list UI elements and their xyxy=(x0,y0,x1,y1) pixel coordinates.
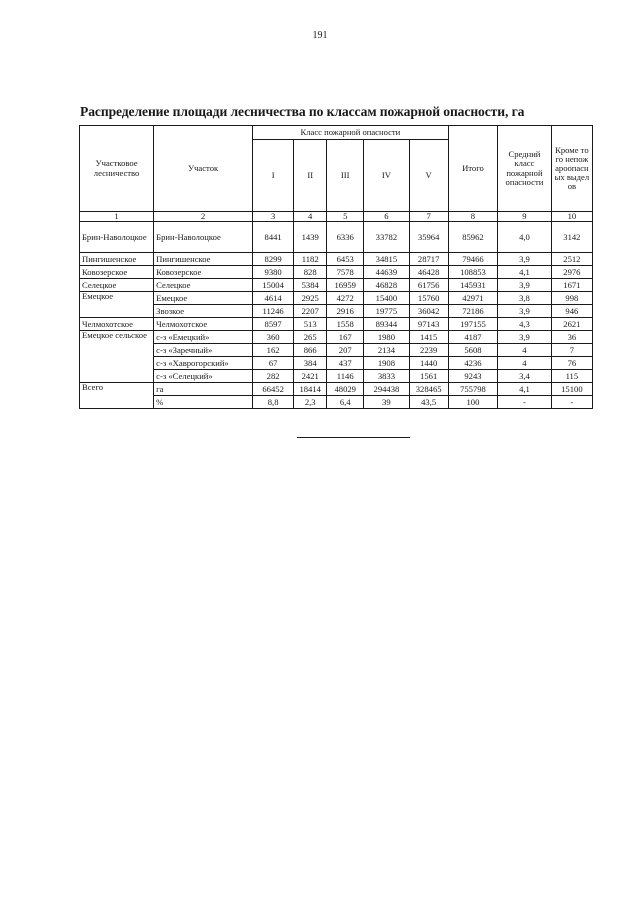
column-number: 2 xyxy=(154,212,253,222)
value-cell: 3,9 xyxy=(498,331,552,344)
value-cell: 265 xyxy=(294,331,327,344)
value-cell: 1908 xyxy=(364,357,409,370)
table-row xyxy=(80,331,593,344)
value-cell: 61756 xyxy=(409,279,448,292)
header-class-1: I xyxy=(253,140,294,212)
value-cell: 76 xyxy=(551,357,592,370)
value-cell: 2207 xyxy=(294,305,327,318)
value-cell: 162 xyxy=(253,344,294,357)
column-number: 10 xyxy=(551,212,592,222)
header-forestry: Участковое лесничество xyxy=(80,126,154,212)
value-cell: 18414 xyxy=(294,383,327,396)
forestry-cell: Всего xyxy=(80,383,154,409)
value-cell: 998 xyxy=(551,292,592,305)
value-cell: 1439 xyxy=(294,222,327,253)
header-class-3: III xyxy=(327,140,364,212)
value-cell: 1980 xyxy=(364,331,409,344)
value-cell: 15004 xyxy=(253,279,294,292)
value-cell: 1440 xyxy=(409,357,448,370)
plot-cell: % xyxy=(154,396,253,409)
plot-cell: с-з «Селецкий» xyxy=(154,370,253,383)
table-row xyxy=(80,279,593,292)
header-class-2: II xyxy=(294,140,327,212)
value-cell: 384 xyxy=(294,357,327,370)
column-number: 4 xyxy=(294,212,327,222)
header-fire-class-group: Класс пожарной опасности xyxy=(253,126,449,140)
value-cell: 4 xyxy=(498,357,552,370)
value-cell: 2239 xyxy=(409,344,448,357)
header-class-5: V xyxy=(409,140,448,212)
value-cell: 6336 xyxy=(327,222,364,253)
value-cell: 43,5 xyxy=(409,396,448,409)
table-row xyxy=(80,266,593,279)
header-total: Итого xyxy=(448,126,497,212)
value-cell: 5608 xyxy=(448,344,497,357)
value-cell: 8299 xyxy=(253,253,294,266)
value-cell: 2621 xyxy=(551,318,592,331)
table-row xyxy=(80,344,593,357)
value-cell: 9380 xyxy=(253,266,294,279)
value-cell: 4,1 xyxy=(498,266,552,279)
value-cell: 7578 xyxy=(327,266,364,279)
value-cell: 4 xyxy=(498,344,552,357)
value-cell: 294438 xyxy=(364,383,409,396)
table-row-percent xyxy=(80,396,593,409)
value-cell: 1182 xyxy=(294,253,327,266)
value-cell: 3,4 xyxy=(498,370,552,383)
value-cell: 513 xyxy=(294,318,327,331)
value-cell: 72186 xyxy=(448,305,497,318)
table-row xyxy=(80,292,593,305)
value-cell: 3,8 xyxy=(498,292,552,305)
value-cell: 46428 xyxy=(409,266,448,279)
value-cell: 8597 xyxy=(253,318,294,331)
value-cell: 42971 xyxy=(448,292,497,305)
value-cell: 3,9 xyxy=(498,253,552,266)
value-cell: 100 xyxy=(448,396,497,409)
header-except: Кроме того непожароопасных выделов xyxy=(551,126,592,212)
value-cell: 3833 xyxy=(364,370,409,383)
forestry-cell: Брин-Наволоцкое xyxy=(80,222,154,253)
value-cell: 4,1 xyxy=(498,383,552,396)
value-cell: 6,4 xyxy=(327,396,364,409)
value-cell: 44639 xyxy=(364,266,409,279)
value-cell: - xyxy=(498,396,552,409)
header-plot: Участок xyxy=(154,126,253,212)
plot-cell: Брин-Наволоцкое xyxy=(154,222,253,253)
value-cell: 282 xyxy=(253,370,294,383)
value-cell: 15100 xyxy=(551,383,592,396)
value-cell: 828 xyxy=(294,266,327,279)
value-cell: 2134 xyxy=(364,344,409,357)
value-cell: 48029 xyxy=(327,383,364,396)
footer-divider xyxy=(297,437,410,438)
plot-cell: с-з «Заречный» xyxy=(154,344,253,357)
plot-cell: Пингишенское xyxy=(154,253,253,266)
column-number: 8 xyxy=(448,212,497,222)
table-row xyxy=(80,318,593,331)
value-cell: 197155 xyxy=(448,318,497,331)
value-cell: 4187 xyxy=(448,331,497,344)
value-cell: 115 xyxy=(551,370,592,383)
value-cell: 66452 xyxy=(253,383,294,396)
value-cell: 4,3 xyxy=(498,318,552,331)
value-cell: 4,0 xyxy=(498,222,552,253)
forestry-cell: Пингишенское xyxy=(80,253,154,266)
fire-danger-table xyxy=(79,125,593,409)
column-number: 3 xyxy=(253,212,294,222)
value-cell: 34815 xyxy=(364,253,409,266)
plot-cell: с-з «Хаврогорский» xyxy=(154,357,253,370)
value-cell: 36 xyxy=(551,331,592,344)
value-cell: 2,3 xyxy=(294,396,327,409)
table-row xyxy=(80,253,593,266)
forestry-cell: Емецкое сельское xyxy=(80,331,154,383)
value-cell: 36042 xyxy=(409,305,448,318)
header-class-4: IV xyxy=(364,140,409,212)
value-cell: 3,9 xyxy=(498,279,552,292)
value-cell: 6453 xyxy=(327,253,364,266)
plot-cell: Звозкое xyxy=(154,305,253,318)
value-cell: 79466 xyxy=(448,253,497,266)
value-cell: 1146 xyxy=(327,370,364,383)
value-cell: 2976 xyxy=(551,266,592,279)
value-cell: 15760 xyxy=(409,292,448,305)
value-cell: 5384 xyxy=(294,279,327,292)
value-cell: 15400 xyxy=(364,292,409,305)
value-cell: 89344 xyxy=(364,318,409,331)
column-number: 6 xyxy=(364,212,409,222)
column-number: 7 xyxy=(409,212,448,222)
table-row xyxy=(80,357,593,370)
plot-cell: га xyxy=(154,383,253,396)
column-number: 1 xyxy=(80,212,154,222)
value-cell: 85962 xyxy=(448,222,497,253)
value-cell: 3,9 xyxy=(498,305,552,318)
value-cell: 167 xyxy=(327,331,364,344)
value-cell: - xyxy=(551,396,592,409)
value-cell: 2512 xyxy=(551,253,592,266)
value-cell: 866 xyxy=(294,344,327,357)
value-cell: 67 xyxy=(253,357,294,370)
forestry-cell: Челмохотское xyxy=(80,318,154,331)
table-title: Распределение площади лесничества по классам пожарной опасности, га xyxy=(80,104,525,119)
value-cell: 2916 xyxy=(327,305,364,318)
table-row xyxy=(80,305,593,318)
plot-cell: с-з «Емецкий» xyxy=(154,331,253,344)
plot-cell: Селецкое xyxy=(154,279,253,292)
plot-cell: Ковозерское xyxy=(154,266,253,279)
value-cell: 360 xyxy=(253,331,294,344)
value-cell: 97143 xyxy=(409,318,448,331)
plot-cell: Емецкое xyxy=(154,292,253,305)
value-cell: 28717 xyxy=(409,253,448,266)
value-cell: 4236 xyxy=(448,357,497,370)
value-cell: 19775 xyxy=(364,305,409,318)
forestry-cell: Селецкое xyxy=(80,279,154,292)
forestry-cell: Емецкое xyxy=(80,292,154,318)
value-cell: 46828 xyxy=(364,279,409,292)
value-cell: 437 xyxy=(327,357,364,370)
value-cell: 145931 xyxy=(448,279,497,292)
value-cell: 328465 xyxy=(409,383,448,396)
header-avg-class: Средний класс пожарной опасности xyxy=(498,126,552,212)
value-cell: 946 xyxy=(551,305,592,318)
value-cell: 16959 xyxy=(327,279,364,292)
value-cell: 207 xyxy=(327,344,364,357)
value-cell: 8,8 xyxy=(253,396,294,409)
value-cell: 8441 xyxy=(253,222,294,253)
value-cell: 1558 xyxy=(327,318,364,331)
column-number: 5 xyxy=(327,212,364,222)
value-cell: 7 xyxy=(551,344,592,357)
table-row xyxy=(80,222,593,253)
value-cell: 3142 xyxy=(551,222,592,253)
value-cell: 35964 xyxy=(409,222,448,253)
value-cell: 755798 xyxy=(448,383,497,396)
value-cell: 2925 xyxy=(294,292,327,305)
value-cell: 4272 xyxy=(327,292,364,305)
table-row-total xyxy=(80,383,593,396)
forestry-cell: Ковозерское xyxy=(80,266,154,279)
table-row xyxy=(80,370,593,383)
column-number: 9 xyxy=(498,212,552,222)
value-cell: 1671 xyxy=(551,279,592,292)
value-cell: 4614 xyxy=(253,292,294,305)
value-cell: 39 xyxy=(364,396,409,409)
page-number: 191 xyxy=(312,30,328,41)
value-cell: 11246 xyxy=(253,305,294,318)
value-cell: 1561 xyxy=(409,370,448,383)
value-cell: 1415 xyxy=(409,331,448,344)
plot-cell: Челмохотское xyxy=(154,318,253,331)
value-cell: 108853 xyxy=(448,266,497,279)
value-cell: 33782 xyxy=(364,222,409,253)
value-cell: 2421 xyxy=(294,370,327,383)
value-cell: 9243 xyxy=(448,370,497,383)
